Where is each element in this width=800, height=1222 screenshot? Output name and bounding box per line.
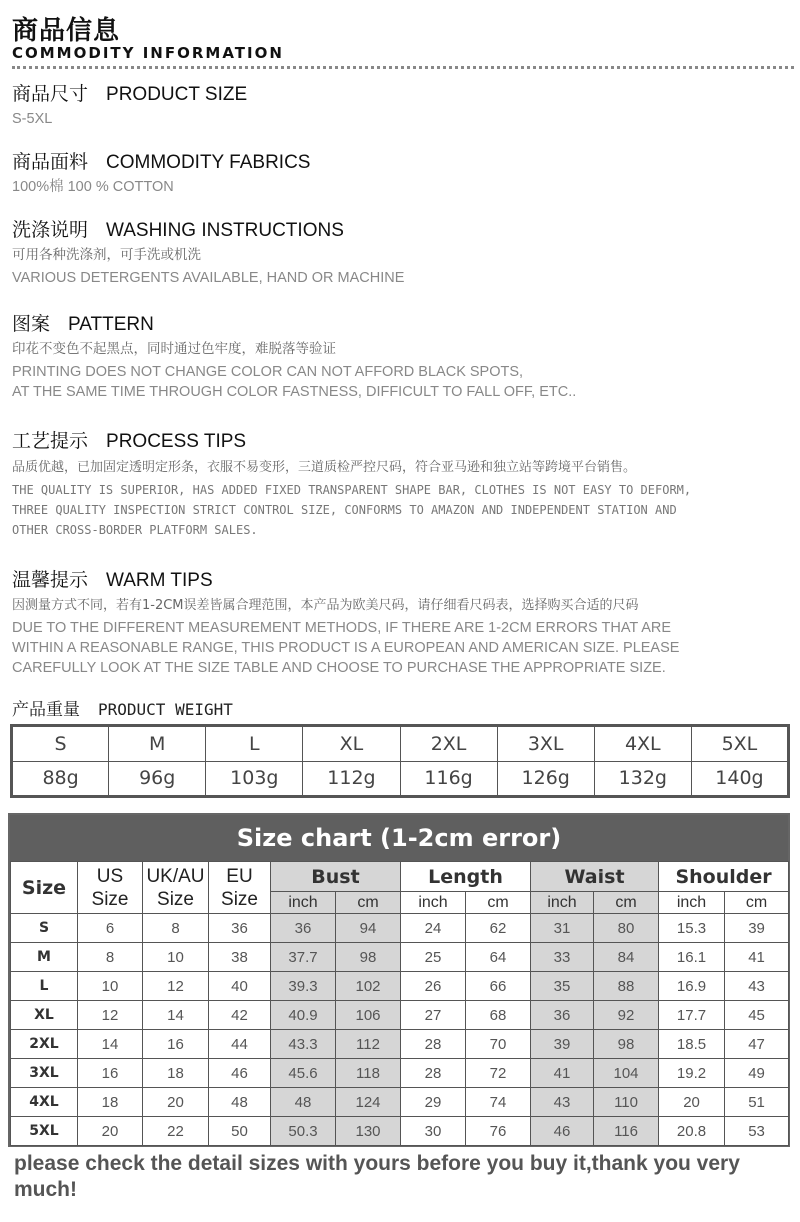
section-line: S-5XL [12, 111, 53, 127]
size-chart-cell: 28 [401, 1059, 466, 1088]
weight-size-cell: M [109, 726, 206, 762]
size-chart-cell: 98 [594, 1030, 659, 1059]
size-chart-cell: 16.1 [659, 943, 725, 972]
size-chart-cell: 20 [78, 1117, 143, 1146]
section-title [12, 568, 792, 593]
weight-title-cn: 产品重量 [12, 700, 80, 720]
size-chart-cell: 48 [209, 1088, 271, 1117]
size-chart-cell: 27 [401, 1001, 466, 1030]
size-chart-size-cell: 5XL [11, 1117, 78, 1146]
size-chart-row [11, 914, 789, 943]
size-chart-cell: 39 [725, 914, 789, 943]
size-chart-cell: 84 [594, 943, 659, 972]
size-chart-cell: 51 [725, 1088, 789, 1117]
section-title-en: PRODUCT SIZE [106, 84, 248, 105]
us-size-header [78, 862, 143, 914]
size-header: Size [11, 862, 78, 914]
size-chart-cell: 22 [143, 1117, 209, 1146]
size-chart-cell: 43 [531, 1088, 594, 1117]
size-chart-cell: 112 [336, 1030, 401, 1059]
size-chart-cell: 41 [531, 1059, 594, 1088]
size-chart-cell: 12 [143, 972, 209, 1001]
section-pattern [12, 312, 792, 402]
section-line: THE QUALITY IS SUPERIOR, HAS ADDED FIXED TRANSPARENT SHAPE BAR, CLOTHES IS NOT EASY TO DEFORM, [12, 483, 692, 497]
size-chart-row [11, 943, 789, 972]
section-title [12, 218, 792, 243]
section-line: PRINTING DOES NOT CHANGE COLOR CAN NOT AFFORD BLACK SPOTS, [12, 364, 524, 380]
section-title [12, 312, 792, 337]
size-chart-cell: 25 [401, 943, 466, 972]
size-chart-size-cell: M [11, 943, 78, 972]
size-chart-cell: 12 [78, 1001, 143, 1030]
size-chart-cell: 50 [209, 1117, 271, 1146]
shoulder-header: Shoulder [659, 862, 789, 892]
header-divider [12, 66, 794, 69]
size-chart-cell: 17.7 [659, 1001, 725, 1030]
size-chart-cell: 62 [466, 914, 531, 943]
section-line: 可用各种洗涤剂，可手洗或机洗 [12, 247, 201, 263]
size-chart-cell: 20 [659, 1088, 725, 1117]
page-title-en: COMMODITY INFORMATION [12, 44, 284, 62]
size-chart-header-row [11, 862, 789, 892]
us-size-header-line: US [96, 865, 124, 887]
size-chart-cell: 20.8 [659, 1117, 725, 1146]
us-size-header-line: Size [91, 888, 129, 910]
section-title-en: COMMODITY FABRICS [106, 152, 311, 173]
size-chart-cell: 28 [401, 1030, 466, 1059]
size-chart-cell: 29 [401, 1088, 466, 1117]
section-title-en: PROCESS TIPS [106, 431, 247, 452]
section-title-cn: 工艺提示 [12, 430, 89, 452]
size-chart-cell: 30 [401, 1117, 466, 1146]
size-chart-cell: 33 [531, 943, 594, 972]
section-line: CAREFULLY LOOK AT THE SIZE TABLE AND CHOOSE TO PURCHASE THE APPROPRIATE SIZE. [12, 660, 666, 676]
section-title-cn: 商品面料 [12, 151, 89, 173]
section-title-cn: 洗涤说明 [12, 219, 89, 241]
size-chart-cell: 19.2 [659, 1059, 725, 1088]
size-chart-cell: 88 [594, 972, 659, 1001]
unit-cm: cm [336, 892, 401, 914]
ukau-size-header-line: Size [157, 888, 194, 910]
bust-header: Bust [271, 862, 401, 892]
size-chart-cell: 31 [531, 914, 594, 943]
waist-header: Waist [531, 862, 659, 892]
section-line: OTHER CROSS-BORDER PLATFORM SALES. [12, 523, 258, 537]
section-title [12, 150, 792, 175]
size-chart-cell: 44 [209, 1030, 271, 1059]
size-chart-cell: 37.7 [271, 943, 336, 972]
ukau-size-header [143, 862, 209, 914]
weight-size-cell: 5XL [691, 726, 788, 762]
size-chart-title: Size chart (1-2cm error) [10, 815, 788, 861]
section-warm-tips [12, 568, 792, 678]
size-chart-cell: 45.6 [271, 1059, 336, 1088]
unit-inch: inch [531, 892, 594, 914]
weight-size-cell: XL [303, 726, 400, 762]
section-line: 印花不变色不起黑点，同时通过色牢度，难脱落等验证 [12, 341, 336, 357]
size-chart-cell: 118 [336, 1059, 401, 1088]
size-chart-row [11, 1117, 789, 1146]
section-title [12, 82, 792, 107]
size-chart-cell: 8 [78, 943, 143, 972]
length-header: Length [401, 862, 531, 892]
weight-value-cell: 112g [303, 761, 400, 797]
size-chart-cell: 92 [594, 1001, 659, 1030]
section-line: 因测量方式不同，若有1-2CM误差皆属合理范围，本产品为欧美尺码，请仔细看尺码表，选择购买合适的尺码 [12, 598, 639, 613]
weight-value-cell: 103g [206, 761, 303, 797]
size-chart-cell: 94 [336, 914, 401, 943]
section-title-en: PATTERN [68, 314, 154, 335]
section-line: DUE TO THE DIFFERENT MEASUREMENT METHODS, IF THERE ARE 1-2CM ERRORS THAT ARE [12, 620, 672, 636]
section-line: AT THE SAME TIME THROUGH COLOR FASTNESS, DIFFICULT TO FALL OFF, ETC.. [12, 384, 577, 400]
size-chart-cell: 104 [594, 1059, 659, 1088]
size-chart-cell: 42 [209, 1001, 271, 1030]
section-washing [12, 218, 792, 288]
size-chart-row [11, 1001, 789, 1030]
size-chart-cell: 14 [78, 1030, 143, 1059]
weight-size-cell: 2XL [400, 726, 497, 762]
size-chart-cell: 43 [725, 972, 789, 1001]
section-line: 品质优越，已加固定透明定形条，衣服不易变形，三道质检严控尺码，符合亚马逊和独立站等跨境平台销售。 [12, 460, 637, 475]
size-chart-cell: 106 [336, 1001, 401, 1030]
size-chart-cell: 49 [725, 1059, 789, 1088]
size-chart-cell: 38 [209, 943, 271, 972]
weight-value-cell: 126g [497, 761, 594, 797]
size-chart-cell: 130 [336, 1117, 401, 1146]
unit-inch: inch [659, 892, 725, 914]
size-chart-cell: 36 [531, 1001, 594, 1030]
size-chart-cell: 39 [531, 1030, 594, 1059]
size-chart-row [11, 1088, 789, 1117]
eu-size-header-line: Size [221, 888, 258, 910]
size-chart-cell: 26 [401, 972, 466, 1001]
weight-size-cell: L [206, 726, 303, 762]
section-title-en: WARM TIPS [106, 570, 213, 591]
size-chart-size-cell: 4XL [11, 1088, 78, 1117]
size-chart-cell: 74 [466, 1088, 531, 1117]
weight-size-cell: 3XL [497, 726, 594, 762]
size-chart-cell: 16 [143, 1030, 209, 1059]
unit-cm: cm [725, 892, 789, 914]
section-fabrics [12, 150, 792, 197]
size-chart-cell: 110 [594, 1088, 659, 1117]
size-chart-cell: 76 [466, 1117, 531, 1146]
size-chart-cell: 116 [594, 1117, 659, 1146]
size-chart-cell: 64 [466, 943, 531, 972]
weight-title-en: PRODUCT WEIGHT [98, 700, 233, 719]
size-chart-cell: 16 [78, 1059, 143, 1088]
size-chart [8, 813, 790, 1147]
size-chart-cell: 72 [466, 1059, 531, 1088]
size-chart-size-cell: 3XL [11, 1059, 78, 1088]
size-chart-cell: 40.9 [271, 1001, 336, 1030]
size-chart-size-cell: L [11, 972, 78, 1001]
ukau-size-header-line: UK/AU [146, 865, 205, 887]
size-chart-cell: 15.3 [659, 914, 725, 943]
section-title-cn: 温馨提示 [12, 569, 89, 591]
size-chart-size-cell: S [11, 914, 78, 943]
size-chart-cell: 98 [336, 943, 401, 972]
size-chart-cell: 45 [725, 1001, 789, 1030]
unit-inch: inch [401, 892, 466, 914]
size-chart-cell: 6 [78, 914, 143, 943]
size-chart-cell: 10 [78, 972, 143, 1001]
size-chart-cell: 39.3 [271, 972, 336, 1001]
weight-value-cell: 132g [594, 761, 691, 797]
footer-note: please check the detail sizes with yours before you buy it,thank you very much! [14, 1152, 740, 1201]
weight-value-cell: 140g [691, 761, 788, 797]
section-title-cn: 商品尺寸 [12, 83, 89, 105]
size-chart-cell: 41 [725, 943, 789, 972]
size-chart-cell: 18 [143, 1059, 209, 1088]
weight-value-cell: 116g [400, 761, 497, 797]
weight-value-cell: 96g [109, 761, 206, 797]
size-chart-cell: 8 [143, 914, 209, 943]
size-chart-size-cell: XL [11, 1001, 78, 1030]
size-chart-cell: 47 [725, 1030, 789, 1059]
weight-size-cell: 4XL [594, 726, 691, 762]
size-chart-cell: 102 [336, 972, 401, 1001]
size-chart-cell: 48 [271, 1088, 336, 1117]
size-chart-cell: 46 [209, 1059, 271, 1088]
size-chart-cell: 24 [401, 914, 466, 943]
size-chart-cell: 50.3 [271, 1117, 336, 1146]
eu-size-header [209, 862, 271, 914]
size-chart-cell: 68 [466, 1001, 531, 1030]
section-title-cn: 图案 [12, 313, 51, 335]
section-line: 100%棉 100 % COTTON [12, 179, 174, 195]
unit-cm: cm [466, 892, 531, 914]
size-chart-table [10, 861, 789, 1146]
section-line: VARIOUS DETERGENTS AVAILABLE, HAND OR MACHINE [12, 270, 405, 286]
size-chart-row [11, 1059, 789, 1088]
section-line: WITHIN A REASONABLE RANGE, THIS PRODUCT IS A EUROPEAN AND AMERICAN SIZE. PLEASE [12, 640, 680, 656]
size-chart-cell: 20 [143, 1088, 209, 1117]
size-chart-cell: 46 [531, 1117, 594, 1146]
unit-inch: inch [271, 892, 336, 914]
weight-value-row [12, 761, 789, 797]
size-chart-cell: 124 [336, 1088, 401, 1117]
section-process-tips [12, 429, 792, 540]
eu-size-header-line: EU [226, 865, 253, 887]
size-chart-cell: 16.9 [659, 972, 725, 1001]
section-title-en: WASHING INSTRUCTIONS [106, 220, 344, 241]
size-chart-cell: 66 [466, 972, 531, 1001]
weight-table [10, 724, 790, 798]
weight-value-cell: 88g [12, 761, 109, 797]
size-chart-cell: 80 [594, 914, 659, 943]
size-chart-cell: 43.3 [271, 1030, 336, 1059]
section-product-size [12, 82, 792, 129]
size-chart-cell: 70 [466, 1030, 531, 1059]
size-chart-cell: 53 [725, 1117, 789, 1146]
weight-title [12, 695, 233, 720]
size-chart-cell: 40 [209, 972, 271, 1001]
weight-size-row [12, 726, 789, 762]
weight-size-cell: S [12, 726, 109, 762]
section-title [12, 429, 792, 454]
size-chart-cell: 36 [271, 914, 336, 943]
size-chart-cell: 14 [143, 1001, 209, 1030]
size-chart-cell: 18 [78, 1088, 143, 1117]
size-chart-size-cell: 2XL [11, 1030, 78, 1059]
section-line: THREE QUALITY INSPECTION STRICT CONTROL SIZE, CONFORMS TO AMAZON AND INDEPENDENT STATION AND [12, 503, 677, 517]
size-chart-cell: 10 [143, 943, 209, 972]
size-chart-cell: 35 [531, 972, 594, 1001]
size-chart-cell: 36 [209, 914, 271, 943]
size-chart-row [11, 972, 789, 1001]
size-chart-cell: 18.5 [659, 1030, 725, 1059]
page-title-cn: 商品信息 [12, 16, 121, 46]
size-chart-row [11, 1030, 789, 1059]
unit-cm: cm [594, 892, 659, 914]
